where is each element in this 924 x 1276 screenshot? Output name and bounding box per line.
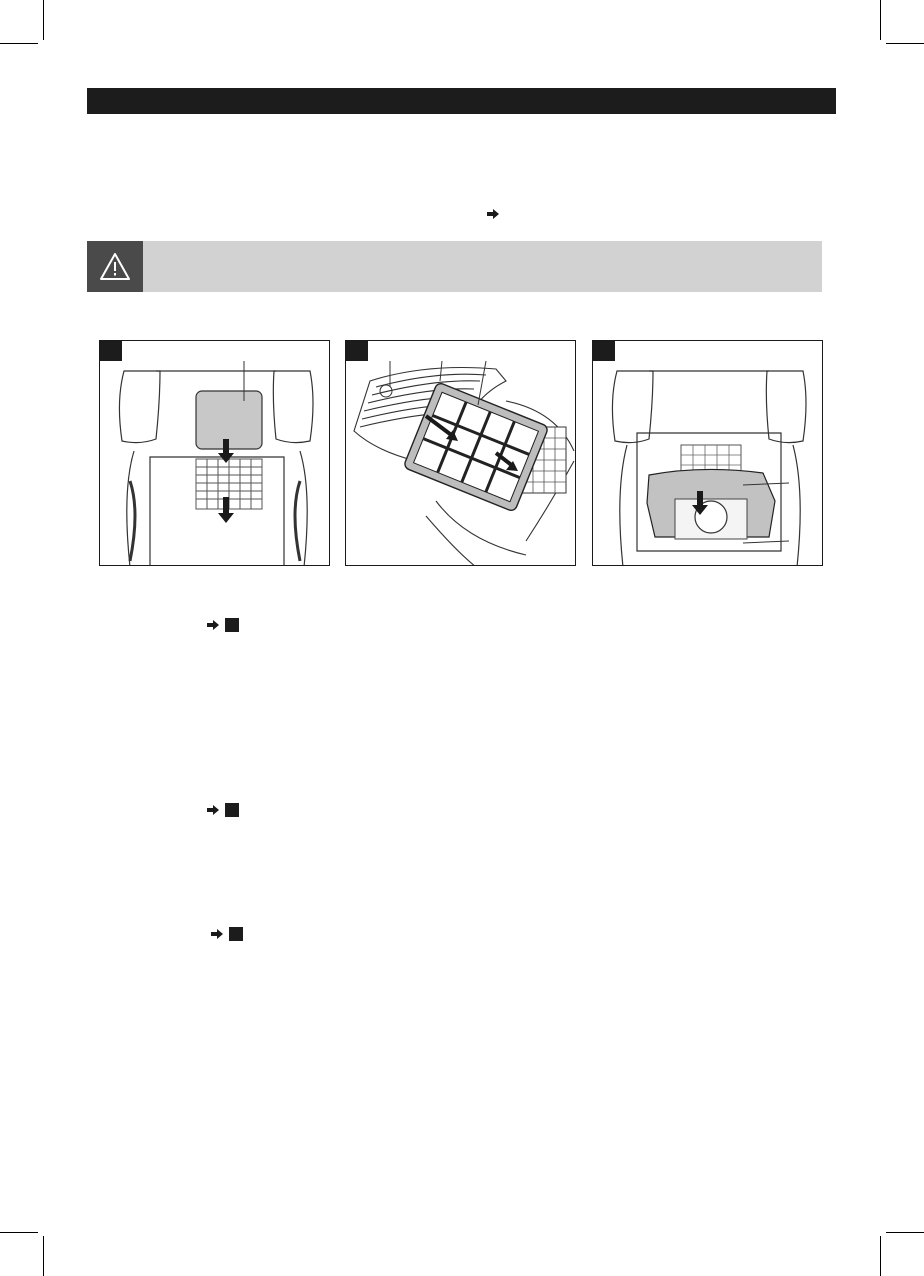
figure-ref-badge (225, 618, 239, 632)
right-arrow-icon (207, 805, 219, 815)
right-arrow-icon (211, 929, 223, 939)
right-arrow-icon (487, 209, 499, 219)
crop-mark (0, 43, 38, 44)
figure-1-illustration (100, 341, 330, 566)
right-arrow-icon (207, 620, 219, 630)
figure-number-badge (100, 341, 122, 361)
figure-reference-3 (211, 927, 243, 941)
crop-mark (43, 1236, 44, 1276)
crop-mark (886, 1232, 924, 1233)
figure-2-illustration (346, 341, 576, 566)
figure-reference-1 (207, 618, 239, 632)
figure-2 (345, 340, 576, 566)
warning-box (87, 241, 822, 292)
crop-mark (880, 0, 881, 40)
figure-3-illustration (593, 341, 823, 566)
crop-mark (886, 43, 924, 44)
crop-mark (0, 1232, 38, 1233)
figure-ref-badge (229, 927, 243, 941)
warning-triangle-icon (87, 241, 143, 292)
figure-number-badge (346, 341, 368, 361)
crop-mark (43, 0, 44, 40)
figure-1 (99, 340, 330, 566)
figure-3 (592, 340, 823, 566)
section-title-bar (87, 88, 836, 114)
crop-mark (880, 1236, 881, 1276)
figure-number-badge (593, 341, 615, 361)
figure-reference-2 (207, 803, 239, 817)
figure-ref-badge (225, 803, 239, 817)
